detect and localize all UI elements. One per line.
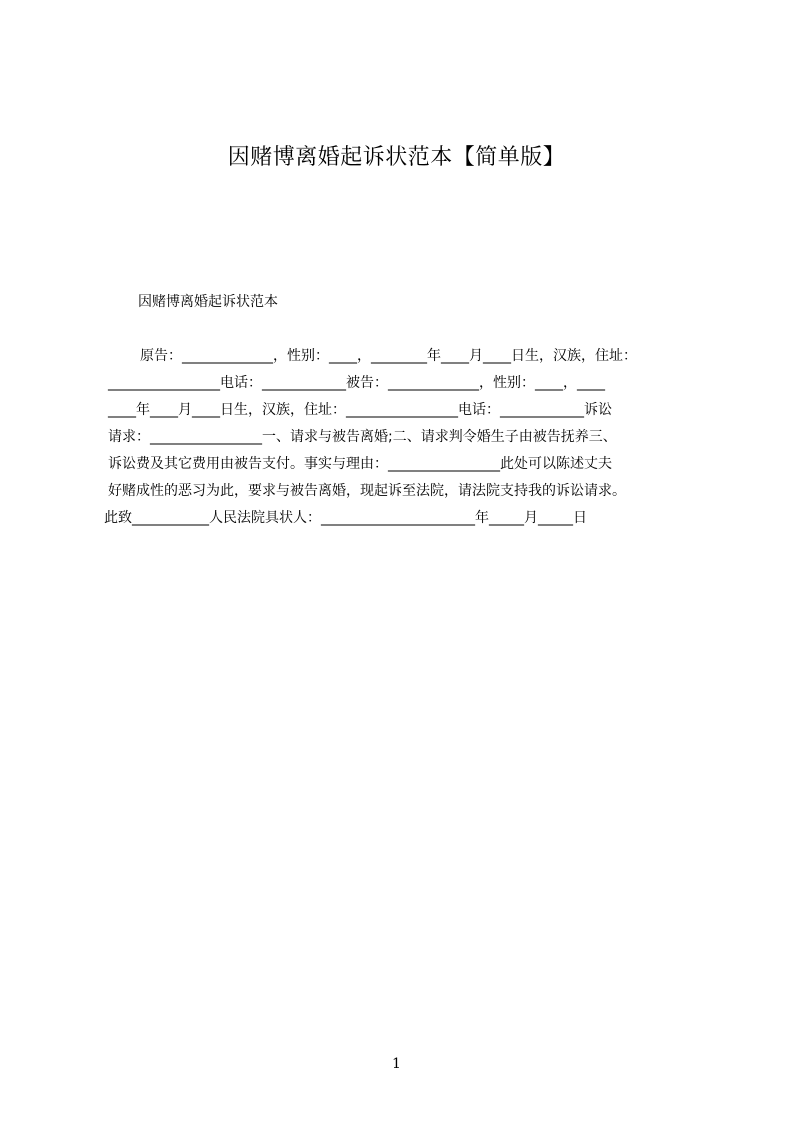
body-line-6: 好赌成性的恶习为此，要求与被告离婚，现起诉至法院，请法院支持我的诉讼请求。 [108,483,626,499]
body-line-3: ____年____月____日生，汉族，住址：________________电话：____________诉讼 [108,402,612,418]
body-line-4: 请求：________________一、请求与被告离婚;二、请求判令婚生子由被告抚养三、 [108,429,617,445]
body-line-5: 诉讼费及其它费用由被告支付。事实与理由：________________此处可以陈述丈夫 [108,456,612,472]
body-line-7: 此致___________人民法院具状人：______________________年_____月_____日 [104,510,587,526]
page-number: 1 [392,1056,401,1072]
body-line-1: 原告：_____________，性别：____，________年____月____日生，汉族，住址： [140,348,637,364]
body-line-2: ________________电话：____________被告：_____________，性别：____，____ [108,375,605,391]
document-subtitle: 因赌博离婚起诉状范本 [138,294,278,310]
document-title: 因赌博离婚起诉状范本【简单版】 [227,145,566,170]
